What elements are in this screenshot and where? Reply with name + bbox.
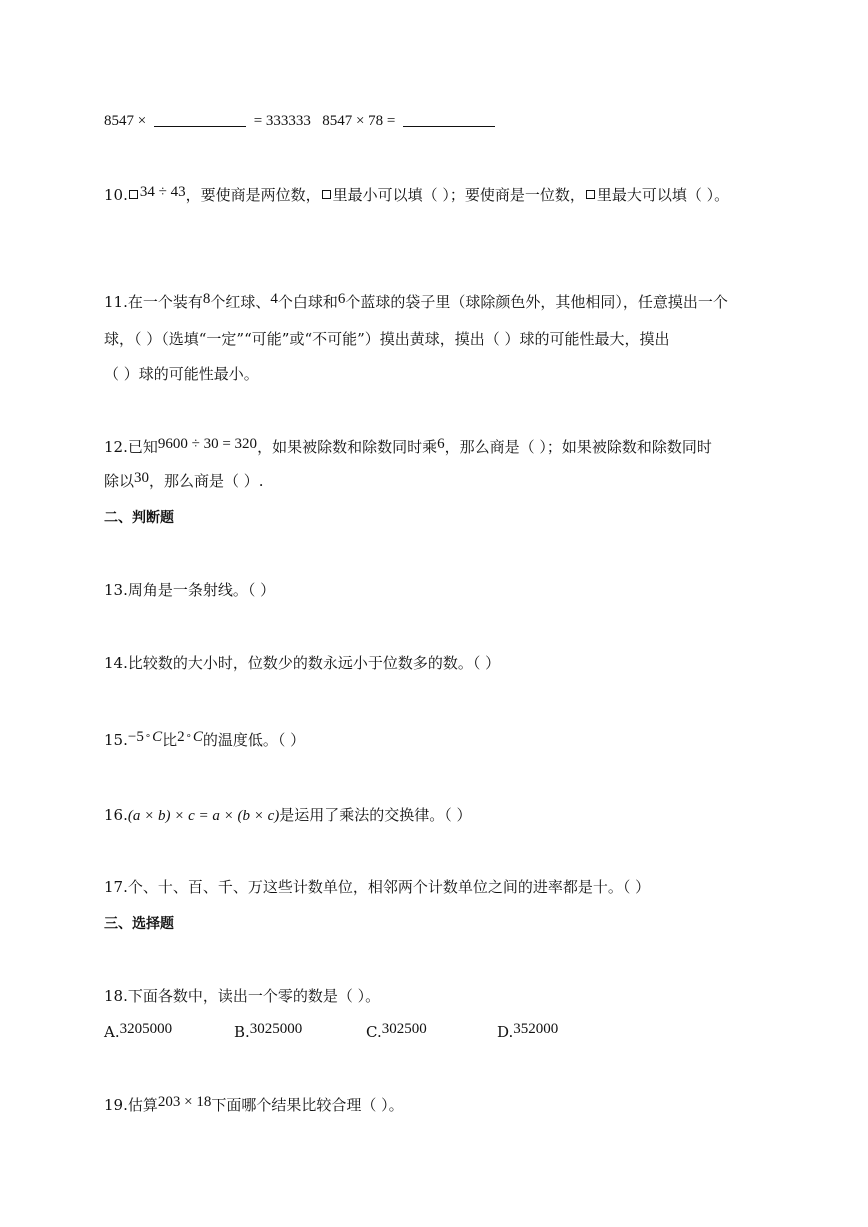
q15-text-e: 的温度低。（ ） bbox=[202, 731, 306, 749]
q15-text-b: 比 bbox=[162, 731, 178, 749]
q18-option-b[interactable] bbox=[234, 1022, 302, 1043]
question-11-line-2: 球，（ ）（选填“一定”“可能”或“不可能”）摸出黄球，摸出（ ）球的可能性最大，摸出 bbox=[104, 330, 670, 348]
q15-unit-2: C bbox=[192, 729, 203, 745]
question-18-stem: 18.下面各数中，读出一个零的数是（ ）。 bbox=[104, 987, 381, 1005]
q12-text-e: ，那么商是（ ）. bbox=[149, 472, 264, 490]
q15-unit-1: C bbox=[152, 729, 163, 745]
q12-multiplier: 6 bbox=[437, 436, 445, 452]
q9-blank-1 bbox=[154, 126, 246, 127]
section-heading-choice: 三、选择题 bbox=[104, 916, 174, 932]
q9-expr-b: = 333333 bbox=[253, 113, 311, 129]
blank-box-icon bbox=[586, 190, 595, 199]
degree-icon: ∘ bbox=[144, 731, 152, 742]
q16-number: 16. bbox=[104, 806, 128, 824]
blank-box-icon bbox=[129, 190, 138, 199]
question-11-line-1 bbox=[104, 292, 728, 313]
q12-text-b: ，如果被除数和除数同时乘 bbox=[257, 438, 438, 456]
q11-text-a: 11.在一个装有 bbox=[104, 293, 203, 311]
option-label: A. bbox=[104, 1023, 120, 1041]
q11-text-c: 个白球和 bbox=[277, 293, 338, 311]
q16-expression: (a × b) × c = a × (b × c) bbox=[127, 808, 280, 824]
option-value: 302500 bbox=[381, 1021, 427, 1037]
q12-text-c: ，那么商是（ ）；如果被除数和除数同时 bbox=[444, 438, 712, 456]
question-13: 13.周角是一条射线。（ ） bbox=[104, 581, 276, 599]
q10-text-2: 里最小可以填（ ）；要使商是一位数， bbox=[332, 186, 585, 204]
q12-text-d: 除以 bbox=[104, 472, 135, 490]
q11-text-b: 个红球、 bbox=[210, 293, 271, 311]
degree-icon: ∘ bbox=[185, 731, 192, 742]
q12-equation: 9600 ÷ 30 = 320 bbox=[157, 436, 258, 452]
question-11-line-3: （ ）球的可能性最小。 bbox=[104, 365, 259, 383]
q11-num-white: 4 bbox=[270, 291, 278, 307]
q9-expr-c: 8547 × 78 = bbox=[322, 113, 396, 129]
q10-number: 10. bbox=[104, 186, 128, 204]
question-10 bbox=[104, 185, 729, 206]
q16-text: 是运用了乘法的交换律。（ ） bbox=[279, 806, 472, 824]
question-14: 14.比较数的大小时，位数少的数永远小于位数多的数。（ ） bbox=[104, 654, 501, 672]
question-12-line-1 bbox=[104, 437, 712, 458]
option-value: 352000 bbox=[513, 1021, 559, 1037]
q18-option-d[interactable] bbox=[497, 1022, 558, 1043]
q12-divisor: 30 bbox=[134, 470, 150, 486]
q11-num-red: 8 bbox=[202, 291, 211, 307]
q9-line bbox=[104, 111, 499, 131]
question-17: 17.个、十、百、千、万这些计数单位，相邻两个计数单位之间的进率都是十。（ ） bbox=[104, 878, 651, 896]
q18-option-a[interactable] bbox=[104, 1022, 172, 1043]
q10-expression: 34 ÷ 43 bbox=[139, 184, 186, 200]
question-12-line-2 bbox=[104, 471, 264, 492]
q15-temp-1: −5 bbox=[127, 729, 144, 745]
q19-text-b: 下面哪个结果比较合理（ ）。 bbox=[211, 1096, 404, 1114]
q9-expr-a: 8547 × bbox=[104, 113, 147, 129]
q11-text-d: 个蓝球的袋子里（球除颜色外，其他相同），任意摸出一个 bbox=[345, 293, 728, 311]
question-15 bbox=[104, 730, 305, 753]
q15-number: 15. bbox=[104, 731, 128, 749]
question-19 bbox=[104, 1095, 404, 1116]
q9-blank-2 bbox=[403, 126, 495, 127]
question-16 bbox=[104, 805, 472, 826]
q19-text-a: 19.估算 bbox=[104, 1096, 158, 1114]
q18-option-c[interactable] bbox=[366, 1022, 427, 1043]
q10-text-3: 里最大可以填（ ）。 bbox=[596, 186, 730, 204]
option-value: 3025000 bbox=[249, 1021, 303, 1037]
option-label: D. bbox=[497, 1023, 514, 1041]
q11-num-blue: 6 bbox=[337, 291, 346, 307]
blank-box-icon bbox=[322, 190, 331, 199]
section-heading-judgement: 二、判断题 bbox=[104, 510, 174, 526]
option-value: 3205000 bbox=[119, 1021, 173, 1037]
q12-text-a: 12.已知 bbox=[104, 438, 158, 456]
q15-temp-2: 2 bbox=[177, 729, 185, 745]
q10-text-1: ，要使商是两位数， bbox=[185, 186, 321, 204]
q19-expression: 203 × 18 bbox=[157, 1094, 212, 1110]
option-label: C. bbox=[366, 1023, 382, 1041]
option-label: B. bbox=[234, 1023, 250, 1041]
